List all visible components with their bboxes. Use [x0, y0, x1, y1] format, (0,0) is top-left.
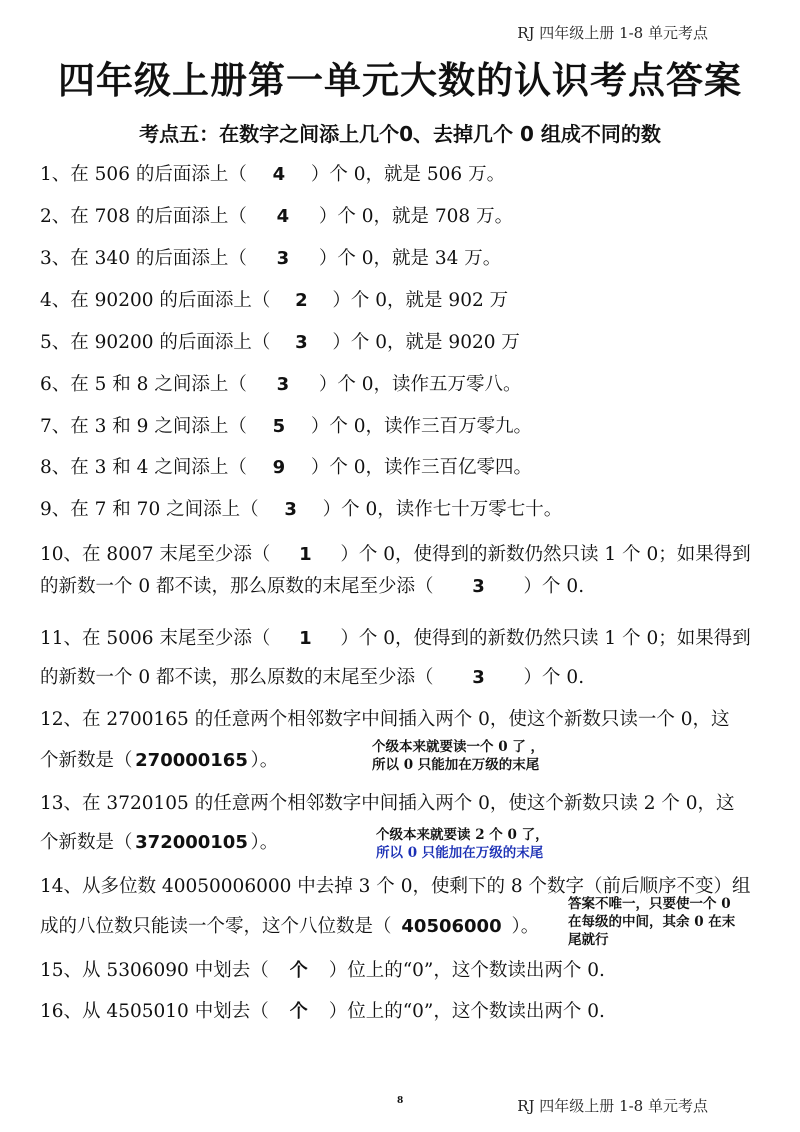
- question-15: 15、从 5306090 中划去（ 个 ）位上的“0”，这个数读出两个 0.: [40, 956, 605, 982]
- question-16: 16、从 4505010 中划去（ 个 ）位上的“0”，这个数读出两个 0.: [40, 997, 605, 1023]
- answer-15: 个: [289, 960, 308, 981]
- question-9: 9、在 7 和 70 之间添上（ 3 ）个 0，读作七十万零七十。: [40, 499, 563, 520]
- question-14-line-1: 14、从多位数 40050006000 中去掉 3 个 0，使剩下的 8 个数字（前后顺序不变）组: [40, 876, 751, 897]
- question-14-line-2: 成的八位数只能读一个零，这个八位数是（ 40506000 ）。: [40, 916, 540, 937]
- answer-9: 3: [284, 499, 297, 520]
- question-11-line-2: 的新数一个 0 都不读，那么原数的末尾至少添（ 3 ）个 0.: [40, 667, 585, 688]
- answer-11b: 3: [472, 667, 485, 688]
- note-13: 个级本来就要读 2 个 0 了， 所以 0 只能加在万级的末尾: [376, 827, 549, 861]
- answer-8: 9: [272, 457, 286, 478]
- question-13-line-1: 13、在 3720105 的任意两个相邻数字中间插入两个 0，使这个新数只读 2 个 0，这: [40, 793, 735, 814]
- answer-16: 个: [289, 1001, 308, 1022]
- page-footer: RJ 四年级上册 1-8 单元考点: [517, 1097, 708, 1115]
- question-10-line-2: 的新数一个 0 都不读，那么原数的末尾至少添（ 3 ）个 0.: [40, 576, 585, 597]
- question-12-line-2: 个新数是（ 270000165 ）。: [40, 750, 279, 771]
- answer-14: 40506000: [401, 916, 502, 937]
- answer-12: 270000165: [135, 750, 248, 771]
- note-12: 个级本来就要读一个 0 了 ， 所以 0 只能加在万级的末尾: [372, 739, 544, 773]
- answer-2: 4: [276, 206, 290, 227]
- answer-6: 3: [276, 374, 290, 395]
- answer-10a: 1: [299, 544, 312, 565]
- question-11-line-1: 11、在 5006 末尾至少添（ 1 ）个 0，使得到的新数仍然只读 1 个 0；如果得到: [40, 628, 751, 649]
- answer-7: 5: [272, 416, 286, 437]
- question-1: 1、在 506 的后面添上（ 4 ）个 0，就是 506 万。: [40, 164, 506, 185]
- question-2: 2、在 708 的后面添上（ 4 ）个 0，就是 708 万。: [40, 206, 514, 227]
- question-10-line-1: 10、在 8007 末尾至少添（ 1 ）个 0，使得到的新数仍然只读 1 个 0；如果得到: [40, 544, 751, 565]
- answer-1: 4: [272, 164, 286, 185]
- answer-5: 3: [295, 332, 308, 353]
- section-subtitle: 考点五：在数字之间添上几个0、去掉几个 0 组成不同的数: [139, 122, 661, 146]
- question-12-line-1: 12、在 2700165 的任意两个相邻数字中间插入两个 0，使这个新数只读一个 0，这: [40, 709, 730, 730]
- question-4: 4、在 90200 的后面添上（ 2 ）个 0，就是 902 万: [40, 290, 509, 311]
- note-14: 答案不唯一，只要使一个 0 在每级的中间，其余 0 在末 尾就行: [568, 896, 736, 948]
- page-number: 8: [397, 1096, 404, 1106]
- page-title: 四年级上册第一单元大数的认识考点答案: [58, 58, 742, 102]
- question-6: 6、在 5 和 8 之间添上（ 3 ）个 0，读作五万零八。: [40, 374, 522, 395]
- answer-4: 2: [295, 290, 308, 311]
- question-7: 7、在 3 和 9 之间添上（ 5 ）个 0，读作三百万零九。: [40, 416, 532, 437]
- page-header: RJ 四年级上册 1-8 单元考点: [517, 24, 708, 42]
- question-5: 5、在 90200 的后面添上（ 3 ）个 0，就是 9020 万: [40, 332, 520, 353]
- answer-10b: 3: [472, 576, 485, 597]
- question-8: 8、在 3 和 4 之间添上（ 9 ）个 0，读作三百亿零四。: [40, 457, 532, 478]
- answer-13: 372000105: [135, 832, 248, 853]
- answer-11a: 1: [299, 628, 312, 649]
- question-13-line-2: 个新数是（ 372000105 ）。: [40, 832, 279, 853]
- question-3: 3、在 340 的后面添上（ 3 ）个 0，就是 34 万。: [40, 248, 502, 269]
- answer-3: 3: [276, 248, 290, 269]
